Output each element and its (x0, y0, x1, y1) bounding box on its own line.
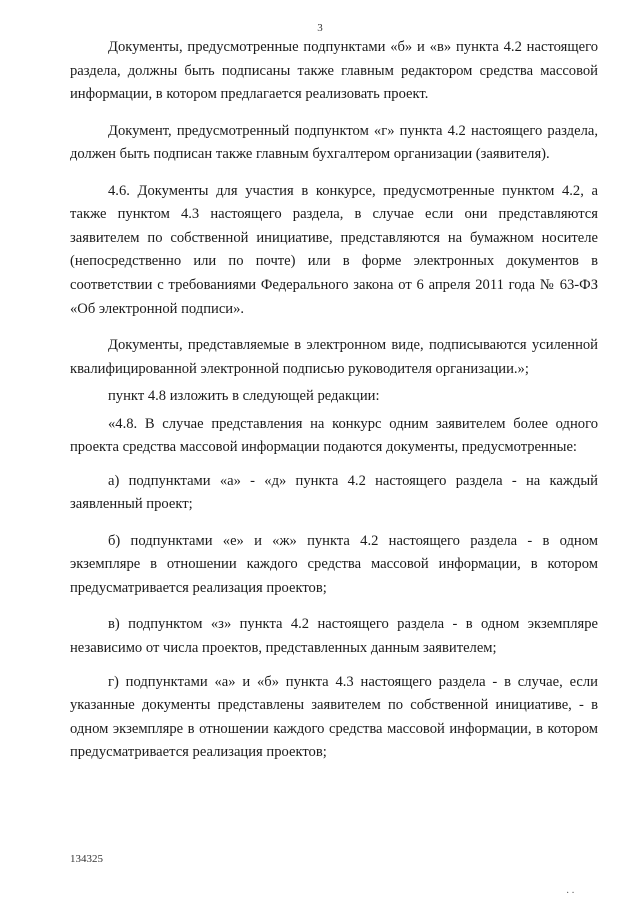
document-body (70, 36, 598, 778)
paragraph-7: а) подпунктами «а» - «д» пункта 4.2 настоящего раздела - на каждый заявленный проект; (70, 472, 598, 513)
paragraph-2: Документ, предусмотренный подпунктом «г» пункта 4.2 настоящего раздела, должен быть подписан также главным бухгалтером организации (заявителя). (70, 122, 598, 163)
corner-mark: ·· (566, 888, 577, 899)
paragraph-10: г) подпунктами «а» и «б» пункта 4.3 настоящего раздела - в случае, если указанные документы представлены заявителем по собственной инициативе, - в одном экземпляре в отношении каждого средства массовой информации, в котором предусматривается реализация проектов; (70, 673, 598, 761)
paragraph-8: б) подпунктами «е» и «ж» пункта 4.2 настоящего раздела - в одном экземпляре в отношении каждого средства массовой информации, в котором предусматривается реализация проектов; (70, 532, 598, 597)
paragraph-9: в) подпунктом «з» пункта 4.2 настоящего раздела - в одном экземпляре независимо от числа проектов, представленных данным заявителем; (70, 616, 598, 657)
paragraph-4: Документы, представляемые в электронном виде, подписываются усиленной квалифицированной электронной подписью руководителя организации.»; (70, 336, 598, 377)
paragraph-3: 4.6. Документы для участия в конкурсе, предусмотренные пунктом 4.2, а также пунктом 4.3 настоящего раздела, в случае если они представляются заявителем по собственной инициативе, представляются на бумажном носителе (непосредственно или по почте) или в форме электронных документов в соответствии с требованиями Федерального закона от 6 апреля 2011 года № 63-ФЗ «Об электронной подписи». (70, 182, 598, 317)
document-code: 134325 (70, 853, 103, 865)
paragraph-6: «4.8. В случае представления на конкурс одним заявителем более одного проекта средства массовой информации подаются документы, предусмотренные: (70, 415, 598, 456)
page-number: 3 (317, 22, 323, 34)
paragraph-5: пункт 4.8 изложить в следующей редакции: (108, 388, 380, 405)
paragraph-1: Документы, предусмотренные подпунктами «б» и «в» пункта 4.2 настоящего раздела, должны быть подписаны также главным редактором средства массовой информации, в котором предлагается реализовать проект. (70, 39, 598, 103)
